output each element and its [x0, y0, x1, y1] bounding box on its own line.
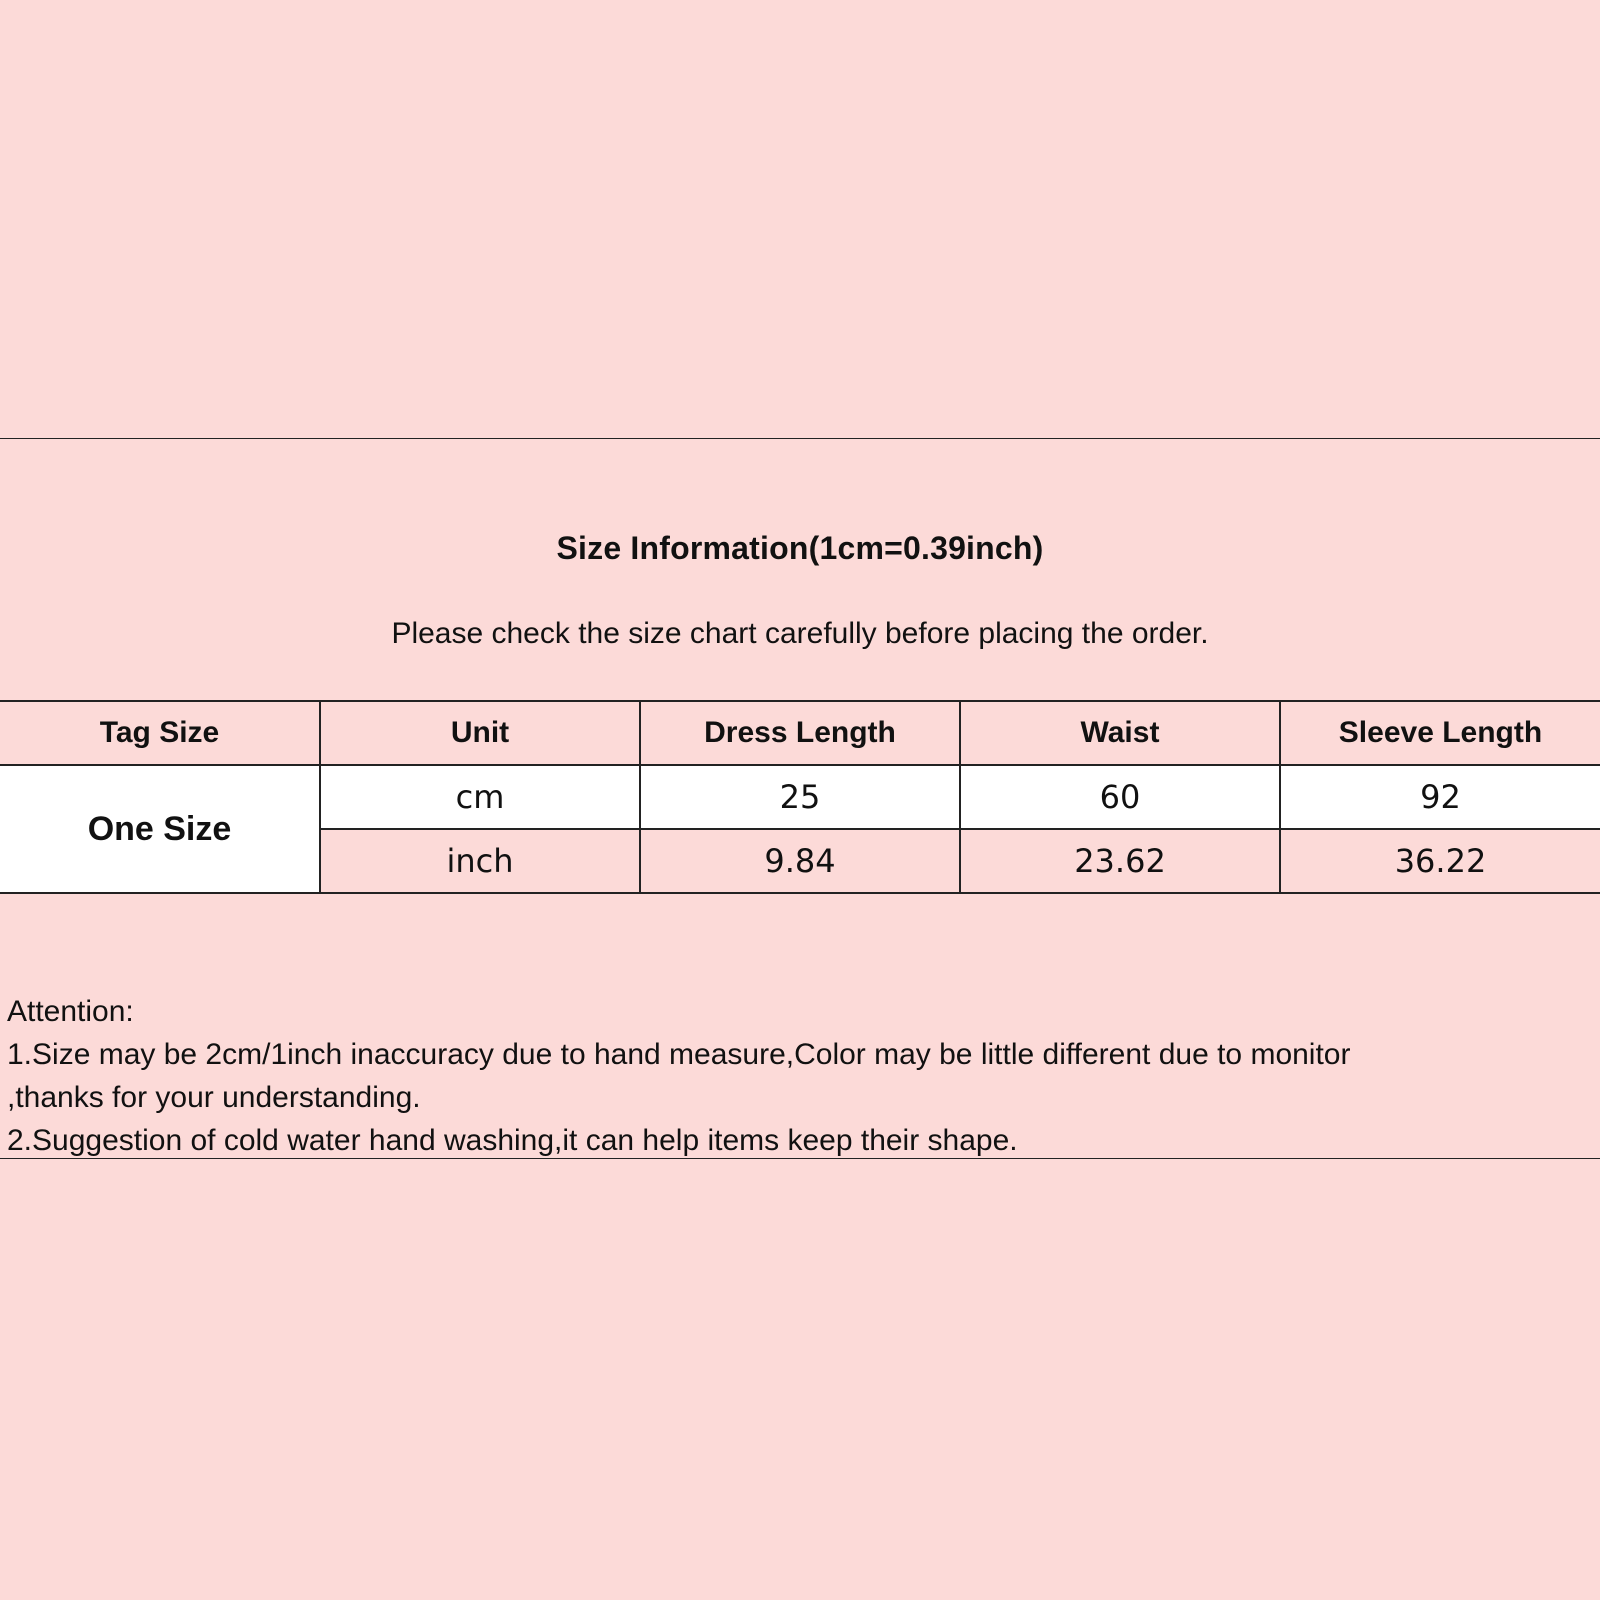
header-sleeve-length: Sleeve Length [1280, 701, 1600, 765]
waist-cell: 23.62 [960, 829, 1280, 893]
page-title: Size Information(1cm=0.39inch) [556, 530, 1044, 566]
top-divider [0, 438, 1600, 439]
attention-line-1: 1.Size may be 2cm/1inch inaccuracy due to hand measure,Color may be little different due to monitor [7, 1038, 1351, 1071]
waist-cell: 60 [960, 765, 1280, 829]
sleeve-length-cell: 36.22 [1280, 829, 1600, 893]
bottom-divider [0, 1158, 1600, 1159]
page-subtitle: Please check the size chart carefully before placing the order. [391, 617, 1209, 650]
tag-size-cell: One Size [0, 765, 320, 893]
header-unit: Unit [320, 701, 640, 765]
unit-cell: inch [320, 829, 640, 893]
table-header-row [0, 701, 1600, 765]
dress-length-cell: 25 [640, 765, 960, 829]
unit-cell: cm [320, 765, 640, 829]
header-tag-size: Tag Size [0, 701, 320, 765]
dress-length-cell: 9.84 [640, 829, 960, 893]
header-dress-length: Dress Length [640, 701, 960, 765]
sleeve-length-cell: 92 [1280, 765, 1600, 829]
attention-notes [7, 990, 1587, 1162]
attention-line-2: ,thanks for your understanding. [7, 1081, 421, 1114]
attention-line-3: 2.Suggestion of cold water hand washing,it can help items keep their shape. [7, 1124, 1018, 1157]
attention-label: Attention: [7, 995, 134, 1028]
size-chart-table [0, 700, 1600, 894]
header-waist: Waist [960, 701, 1280, 765]
table-row [0, 765, 1600, 829]
